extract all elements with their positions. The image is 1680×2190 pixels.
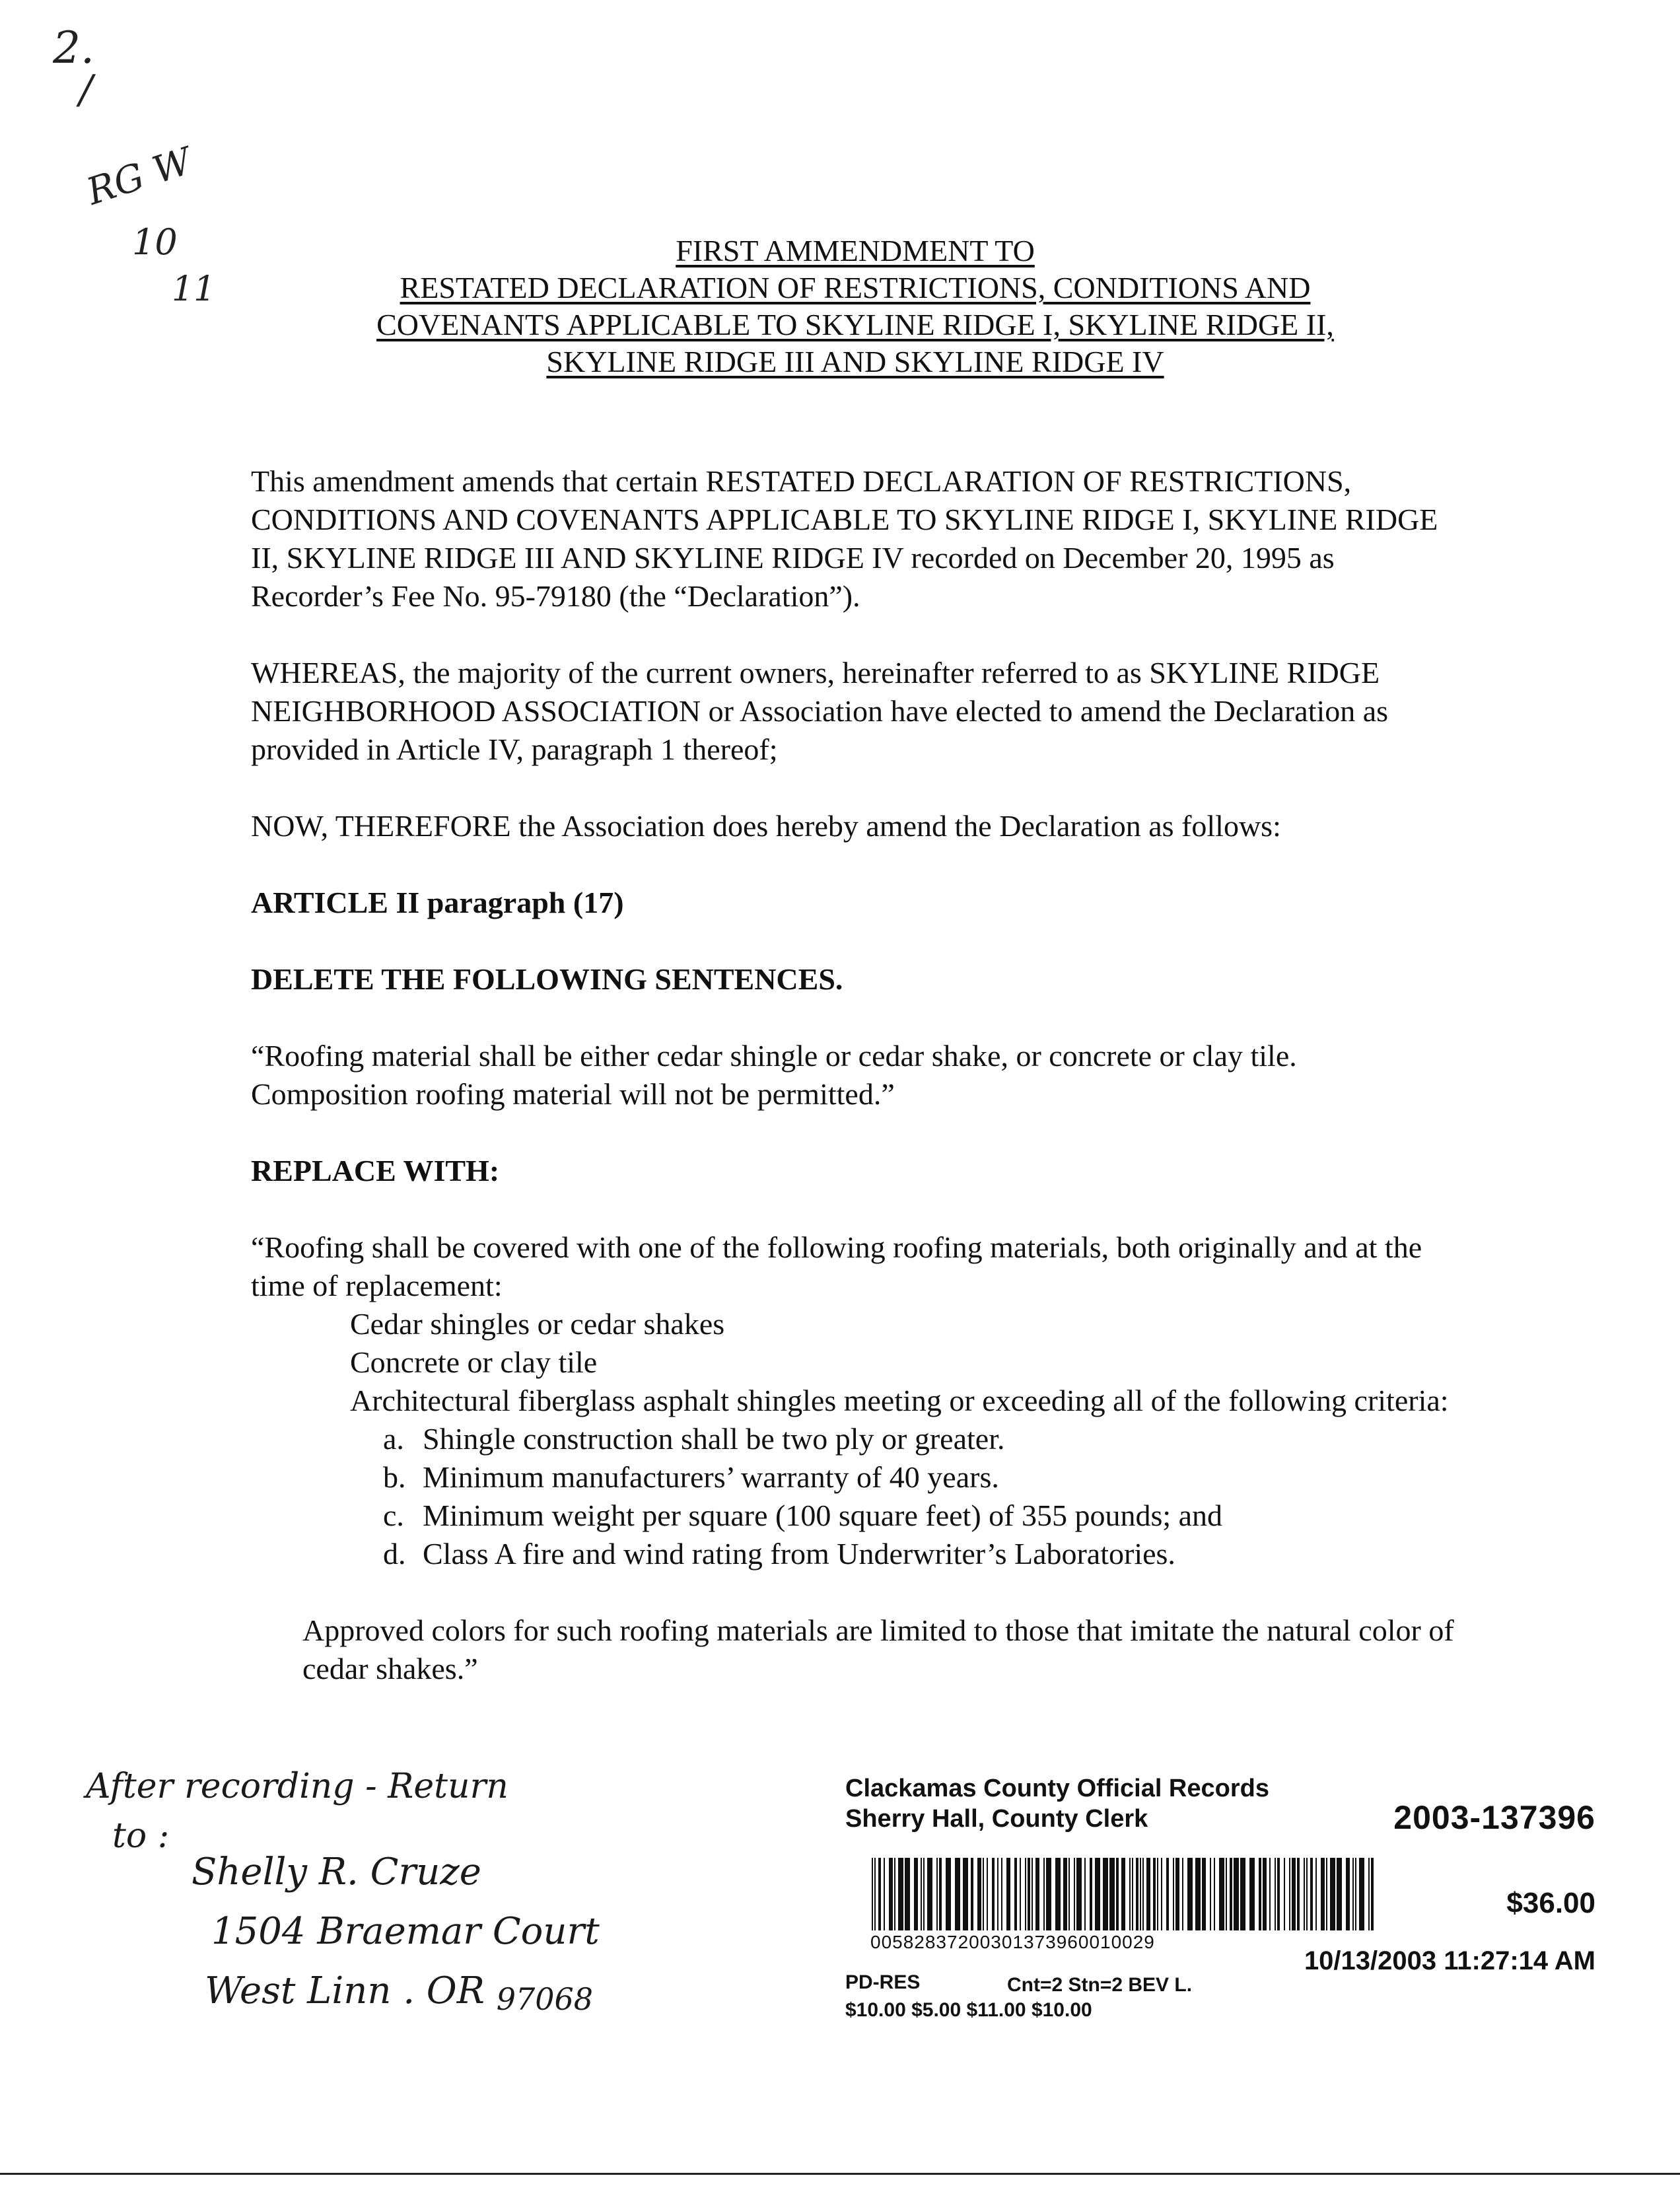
barcode-bar — [889, 1858, 893, 1930]
barcode-bar — [1240, 1858, 1245, 1930]
barcode-bar — [939, 1858, 942, 1930]
criteria-text: Minimum weight per square (100 square feet) of 355 pounds; and — [423, 1499, 1223, 1532]
return-street: 1504 Braemar Court — [211, 1910, 600, 1953]
barcode-bar — [977, 1858, 981, 1930]
return-city: West Linn . OR — [205, 1969, 485, 2012]
criteria-item — [383, 1535, 1459, 1573]
barcode-bar — [1259, 1858, 1261, 1930]
barcode-bar — [1116, 1858, 1119, 1930]
barcode-bar — [1028, 1858, 1030, 1930]
scan-edge-line — [0, 2173, 1680, 2175]
barcode-bar — [1355, 1858, 1356, 1930]
deleted-text: “Roofing material shall be either cedar shingle or cedar shake, or concrete or clay tile. Composition roofing material will not be permitted.” — [251, 1039, 1297, 1111]
barcode-bar — [898, 1858, 903, 1930]
barcode-digits: 00582837200301373960010029 — [870, 1932, 1155, 1952]
handwritten-fraction-top: 2. — [53, 22, 94, 73]
barcode — [869, 1858, 1384, 1930]
barcode-bar — [872, 1858, 873, 1930]
barcode-bar — [874, 1858, 876, 1930]
barcode-bar — [1230, 1858, 1232, 1930]
criteria-list — [251, 1420, 1459, 1573]
barcode-bar — [1109, 1858, 1115, 1930]
barcode-bar — [1297, 1858, 1300, 1930]
whereas-paragraph: WHEREAS, the majority of the current owners, hereinafter referred to as SKYLINE RIDGE NEIGHBORHOOD ASSOCIATION or Association have elected to amend the Declaration as provided in Article IV, paragraph 1 thereof; — [251, 656, 1389, 766]
barcode-bar — [1142, 1858, 1144, 1930]
barcode-bar — [1055, 1858, 1061, 1930]
return-zip: 97068 — [496, 1981, 594, 2017]
barcode-bar — [1219, 1858, 1224, 1930]
barcode-bar — [1304, 1858, 1305, 1930]
barcode-bar — [1330, 1858, 1335, 1930]
barcode-bar — [1068, 1858, 1070, 1930]
criteria-letter: a. — [383, 1422, 404, 1456]
replacement-section — [251, 1228, 1459, 1688]
document-number: 2003-137396 — [1393, 1799, 1595, 1836]
title-line-4: SKYLINE RIDGE III AND SKYLINE RIDGE IV — [546, 345, 1164, 378]
barcode-bar — [1025, 1858, 1026, 1930]
handwritten-number-11: 11 — [172, 269, 216, 309]
fee-total: $36.00 — [1506, 1887, 1595, 1919]
approved-colors-paragraph: Approved colors for such roofing materials are limited to those that imitate the natural color of cedar shakes.” — [302, 1613, 1454, 1685]
barcode-bar — [1140, 1858, 1141, 1930]
barcode-bar — [1210, 1858, 1211, 1930]
barcode-bar — [1046, 1858, 1051, 1930]
return-city-line — [86, 1961, 746, 2022]
title-line-1: FIRST AMMENDMENT TO — [676, 234, 1035, 267]
document-type-code: PD-RES — [845, 1971, 921, 1993]
barcode-bar — [1249, 1858, 1255, 1930]
criteria-item — [383, 1420, 1459, 1458]
criteria-text: Minimum manufacturers’ warranty of 40 years. — [423, 1460, 999, 1494]
barcode-bar — [1014, 1858, 1017, 1930]
material-item-3: Architectural fiberglass asphalt shingles meeting or exceeding all of the following criteria: — [350, 1384, 1449, 1417]
barcode-bar — [1310, 1858, 1313, 1930]
barcode-bar — [1187, 1858, 1193, 1930]
title-line-3: COVENANTS APPLICABLE TO SKYLINE RIDGE I, SKYLINE RIDGE II, — [376, 308, 1334, 341]
barcode-bar — [905, 1858, 910, 1930]
barcode-bar — [936, 1858, 938, 1930]
barcode-bar — [1263, 1858, 1267, 1930]
barcode-bar — [1226, 1858, 1227, 1930]
barcode-bar — [1292, 1858, 1296, 1930]
article-heading: ARTICLE II paragraph (17) — [251, 886, 624, 919]
barcode-bar — [1337, 1858, 1342, 1930]
barcode-bar — [1346, 1858, 1350, 1930]
barcode-bar — [884, 1858, 885, 1930]
barcode-bar — [1289, 1858, 1290, 1930]
barcode-bar — [1175, 1858, 1179, 1930]
handwritten-return-address — [86, 1757, 746, 2022]
barcode-bar — [1359, 1858, 1364, 1930]
barcode-bar — [1153, 1858, 1156, 1930]
page-counts: Cnt=2 Stn=2 BEV L. — [1007, 1974, 1193, 1996]
county-clerk: Sherry Hall, County Clerk — [845, 1805, 1148, 1833]
barcode-bar — [1269, 1858, 1271, 1930]
barcode-bar — [1202, 1858, 1206, 1930]
criteria-letter: d. — [383, 1537, 406, 1571]
barcode-bar — [987, 1858, 988, 1930]
barcode-bar — [927, 1858, 932, 1930]
barcode-bar — [1173, 1858, 1174, 1930]
criteria-letter: b. — [383, 1460, 406, 1494]
barcode-bar — [997, 1858, 998, 1930]
title-line-2: RESTATED DECLARATION OF RESTRICTIONS, CONDITIONS AND — [400, 271, 1311, 304]
barcode-bar — [955, 1858, 960, 1930]
barcode-bar — [1321, 1858, 1325, 1930]
material-item-2: Concrete or clay tile — [350, 1345, 598, 1379]
barcode-bar — [1006, 1858, 1010, 1930]
barcode-bar — [921, 1858, 922, 1930]
barcode-bar — [1090, 1858, 1092, 1930]
barcode-bar — [1166, 1858, 1169, 1930]
barcode-bar — [1146, 1858, 1150, 1930]
delete-heading: DELETE THE FOLLOWING SENTENCES. — [251, 962, 843, 996]
recording-datetime: 10/13/2003 11:27:14 AM — [1304, 1946, 1595, 1975]
material-item-1: Cedar shingles or cedar shakes — [350, 1307, 725, 1341]
barcode-bar — [1136, 1858, 1138, 1930]
barcode-bar — [894, 1858, 895, 1930]
barcode-bar — [1214, 1858, 1215, 1930]
criteria-text: Class A fire and wind rating from Underwriter’s Laboratories. — [423, 1537, 1175, 1571]
criteria-text: Shingle construction shall be two ply or greater. — [423, 1422, 1005, 1456]
barcode-bar — [1095, 1858, 1100, 1930]
barcode-bar — [1020, 1858, 1021, 1930]
barcode-bar — [1352, 1858, 1354, 1930]
barcode-bar — [1035, 1858, 1039, 1930]
barcode-bar — [1043, 1858, 1045, 1930]
criteria-item — [383, 1458, 1459, 1497]
recording-office — [845, 1773, 1269, 1834]
barcode-bar — [946, 1858, 951, 1930]
return-to-label: to : — [112, 1816, 170, 1856]
recording-stamp — [845, 1773, 1605, 2051]
office-name: Clackamas County Official Records — [845, 1775, 1269, 1802]
barcode-bar — [1326, 1858, 1327, 1930]
barcode-bar — [1277, 1858, 1280, 1930]
fee-breakdown: $10.00 $5.00 $11.00 $10.00 — [845, 1999, 1092, 2021]
barcode-bar — [1132, 1858, 1133, 1930]
replace-heading: REPLACE WITH: — [251, 1154, 500, 1187]
barcode-bar — [878, 1858, 881, 1930]
handwritten-marks — [40, 22, 264, 330]
barcode-bar — [1076, 1858, 1082, 1930]
barcode-bar — [1103, 1858, 1108, 1930]
criteria-letter: c. — [383, 1499, 404, 1532]
barcode-bar — [914, 1858, 918, 1930]
barcode-bar — [1234, 1858, 1239, 1930]
barcode-bar — [923, 1858, 925, 1930]
barcode-bar — [1195, 1858, 1201, 1930]
barcode-bar — [1157, 1858, 1158, 1930]
barcode-bar — [1306, 1858, 1308, 1930]
barcode-bar — [1032, 1858, 1033, 1930]
barcode-bar — [1001, 1858, 1002, 1930]
barcode-bar — [1121, 1858, 1125, 1930]
barcode-bar — [1284, 1858, 1285, 1930]
barcode-bar — [1129, 1858, 1131, 1930]
barcode-bar — [1275, 1858, 1276, 1930]
return-instruction: After recording - Return — [86, 1767, 508, 1806]
barcode-bar — [983, 1858, 984, 1930]
handwritten-number-10: 10 — [132, 221, 178, 263]
now-therefore-paragraph: NOW, THEREFORE the Association does hereby amend the Declaration as follows: — [251, 809, 1281, 843]
document-body — [251, 462, 1459, 1688]
barcode-bar — [992, 1858, 995, 1930]
barcode-bar — [1182, 1858, 1183, 1930]
barcode-bar — [963, 1858, 968, 1930]
handwritten-fraction-bottom: / — [79, 67, 93, 113]
return-name: Shelly R. Cruze — [192, 1851, 481, 1893]
barcode-bar — [1315, 1858, 1317, 1930]
criteria-item — [383, 1497, 1459, 1535]
barcode-bar — [1161, 1858, 1162, 1930]
barcode-bar — [971, 1858, 973, 1930]
barcode-bar — [1084, 1858, 1086, 1930]
barcode-bar — [1074, 1858, 1075, 1930]
replacement-intro: “Roofing shall be covered with one of the following roofing materials, both originally and at the time of replacement: — [251, 1230, 1422, 1302]
document-title — [264, 232, 1446, 380]
handwritten-initials: RG W — [81, 139, 197, 214]
barcode-bar — [1368, 1858, 1370, 1930]
barcode-bar — [1371, 1858, 1374, 1930]
barcode-bar — [1063, 1858, 1067, 1930]
barcode-graphic — [869, 1858, 1384, 1930]
intro-paragraph: This amendment amends that certain RESTATED DECLARATION OF RESTRICTIONS, CONDITIONS AND COVENANTS APPLICABLE TO SKYLINE RIDGE I, SKYLINE RIDGE II, SKYLINE RIDGE III AND SKYLINE RIDGE IV recorded on December 20, 1995 as Recorder’s Fee No. 95-79180 (the “Declaration”). — [251, 464, 1438, 613]
